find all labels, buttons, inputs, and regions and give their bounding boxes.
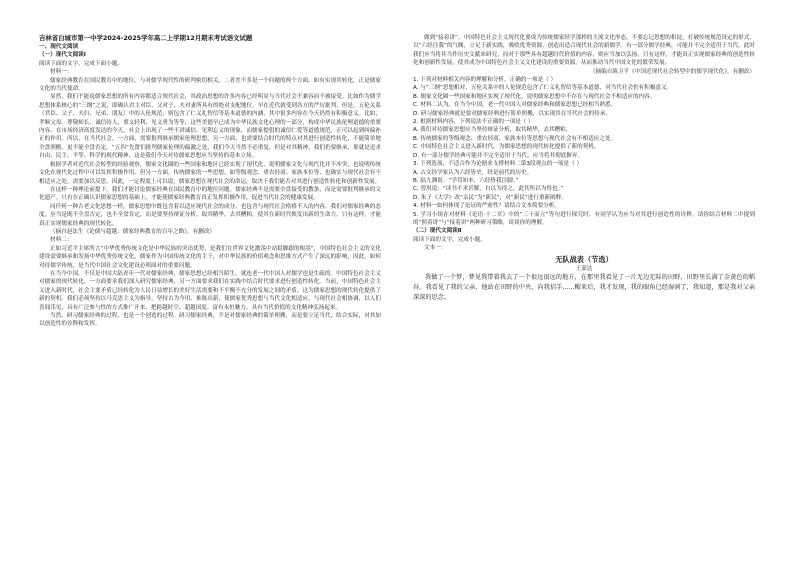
question: 4. 材料一如何体现了论证的严密性？请结合文本简要分析。 — [413, 203, 560, 210]
paragraph: 正如习近平主席所言“中华优秀传统文化是中华民族的突出优势，是我们在世界文化激荡中站稳脚跟的根基”，中国特色社会主义的文化建设需要继承和发扬中华优秀传统文化。儒家作为中国传统文化的主干，对中华民族的价值观念和思维方式产生了深远的影响，因此，如何对待儒学传统，是当代中国社会文化建设必须面对的重要问题。 — [39, 245, 381, 269]
section-heading: 一、现代文阅读 — [39, 44, 79, 50]
material-label: 材料一： — [50, 69, 73, 76]
option: C. 中国特色社会主义进入新时代，为儒家思想的现代转化提供了新的契机。 — [413, 144, 600, 151]
option: D. 研习儒家经典就是要对儒家经典进行简单照搬，以实现其在当代社会的传承。 — [413, 110, 612, 117]
text-label: 文本一： — [424, 245, 447, 252]
paragraph: 显然，我们不能说儒家思想的所有内容都适合现代社会，其政治思想的许多内容已经明显与当代社会不兼容而不被接受。比如作为儒学思想体系核心的“三纲”之说，即确认君主对臣、父对子、夫对妻所具有的绝对支配地位，早在近代就受到各方的严厉批判。但是，五伦关系（君臣、父子、夫妇、兄弟、朋友）中的人伦规范，则包含了仁义礼智信等基本道德的内涵，其中很多内容在今天仍然有积极意义。比如，孝顺父母、尊敬师长、诚信待人、重义轻利、见义勇为等等，这些美德早已成为中华民族文化心理的一部分，构成中华民族伦理道德的重要内容。在市场经济高度发达的今天，社会上出现了一些不讲诚信、见利忘义的现象，而儒家提倡的诚信仁爱等道德规范，正可以起到纠偏补正的作用。所以，在当代社会，一方面，需要批判继承儒家伦理思想，另一方面，也需要结合时代的特点对其进行创造性转化，不能简单地全盘照搬，更不能全盘否定。“五四”先贤们批判儒家伦理的偏激之处，我们今天当然不必重复，但是对其精神，我们仍要继承，那就是追求自由、民主、平等、科学的现代精神，这是我们今天对待儒家思想应当坚持的基本立场。 — [39, 94, 381, 160]
exam-title: 吉林省白城市第一中学2024-2025学年高二上学期12月期末考试语文试题 — [39, 34, 253, 42]
paragraph: 在当今中国，不仅是中国大陆青年一代对儒家经典，儒家思想已经相当陌生，就连老一代中国人对儒学也是生疏的。中国特色社会主义对儒家的现代转化，一方面要求我们深入研究儒家经典，另一方面要求我们在实践中结合时代要求进行创造性转化。当前，中国特色社会主义进入新时代，社会主要矛盾已经转化为人民日益增长的美好生活需要和不平衡不充分的发展之间的矛盾，这为儒家思想的现代转化提供了新的契机。我们必须坚持以马克思主义为指导，坚持古为今用、推陈出新，使儒家优秀思想与当代文化相适应、与现代社会相协调，以人们喜闻乐见、具有广泛参与性的方式推广开来，把跨越时空、超越国度、富有永恒魅力、具有当代价值的文化精神弘扬起来。 — [39, 270, 381, 311]
poem-title: 无队战表（节选） — [555, 254, 613, 264]
question: 3. 下列选项，不适合作为论据来支撑材料二第3段观点的一项是（ ） — [413, 161, 583, 168]
option: B. 儒家文化圈一些国家和地区实现了现代化，说明儒家思想中不存在与现代社会不相适应的内容。 — [413, 93, 656, 100]
right-column — [413, 34, 755, 554]
poem-paragraph: 我做了一个梦，梦见我带着我去了一个很远很远的地方，在那里我看见了一片无边无际的田野，田野里长满了金黄色的稻谷。我看见了我的父亲，他站在田野的中央，向我招手……醒来后，我才发现，我的眼角已经湿润了，我知道，那是我对父亲深深的思念。 — [413, 273, 755, 301]
option: B. 传统儒家的等级观念、重农轻商、家族本位等思想与现代社会有不相适应之处。 — [413, 135, 617, 142]
left-column — [39, 34, 381, 554]
part-heading: （二）现代文阅读Ⅱ — [413, 228, 462, 235]
option: D. 朱子《大学》改“亲民”为“新民”，对“新民”进行重新阐释。 — [413, 194, 567, 201]
instruction: 阅读下面的文字，完成小题。 — [413, 236, 486, 243]
paragraph: 儒家经典教育在国民教育中的地位，与对儒学现代性的研判密切相关，二者差不多是一个问题的两个方面。如有实现其转化，正是儒家文化的当代使命。 — [39, 77, 381, 93]
option: D. 有一部分儒学经典可能并不完全适用于当代，应当将其彻底摒弃。 — [413, 152, 584, 159]
paragraph: 在这样一种理论前提下，我们才能讨论儒家经典在国民教育中的地位问题。儒家经典不是需要全盘接受的教条，而是需要批判继承的文化遗产。只有在正确认识儒家思想的基础上，才能使儒家经典教育真正发挥积极作用，促进当代社会的健康发展。 — [39, 186, 381, 202]
option: A. 我们对待儒家思想应当坚持辩证分析，取其精华，去其糟粕。 — [413, 127, 572, 134]
paragraph: 同任何一种古老文化思想一样，儒家思想中既包含着以适应现代社会的成分，也包含与现代社会格格不入的内容。我们对儒家经典的态度，应当是既不全盘否定，也不全盘肯定，而是要坚持辩证分析，取其精华，去其糟粕，使其在新时代焕发出新的生命力。只有这样，才能真正实现儒家经典的现代转化。 — [39, 203, 381, 227]
option: A. 古文经学家认为六经皆史，经是前代的历史。 — [413, 169, 533, 176]
part-heading: （一）现代文阅读Ⅰ — [39, 52, 86, 59]
question: 1. 下列对材料相关内容的理解和分析，正确的一项是（ ） — [413, 77, 557, 84]
paragraph: 做到“接着讲”。中国特色社会主义现代化要成为传统儒家经学那样的主流文化形态，不要忘记思想的积淀，打破传统规范设定的形式，以“六经注我”的气魄，立足于新实践，吸收优秀资源，创造出适合现代社会的新儒学。有一部分儒学经典，可能并不完全适用于当代，此时我们应当将其当作历史文献来研究，而对于那些具有超越时代价值的内容，则应当加以弘扬。只有这样，才能真正实现儒家经典的创造性转化和创新性发展，使其成为中国特色社会主义文化建设的重要资源，从而推动当代中国文化的繁荣发展。 — [413, 35, 755, 67]
option: A. 与“三纲”思想相对，五伦关系中的人伦规范包含了仁义礼智信等基本道德，对当代社会仍有积极意义。 — [413, 85, 673, 92]
question: 2. 根据材料内容，下列说法不正确的一项是（ ） — [413, 119, 534, 126]
source-note: （摘自赵法生《论儒与超越：儒家经典教育的百年之路》，有删改） — [50, 228, 216, 235]
paragraph: 根据学者对近代社会转型的经验观察，儒家文化圈的一些国家和地区已经实现了现代化，说明儒家文化与现代化并不冲突，也说明传统文化在现代化过程中可以发挥积极作用。但另一方面，传统儒家的一些思想，如等级观念、重农轻商、家族本位等，也确实与现代社会有不相适应之处，需要加以反思。因此，一定程度上可以说，儒家思想在现代社会的命运，取决于我们能否对其进行创造性转化和创新性发展。 — [39, 161, 381, 185]
source-note: （摘编自陈卫平《中国近现代社会转型中的儒学现代化》，有删改） — [589, 68, 755, 75]
option: B. 陆九渊说：“学苟知本，六经皆我注脚。” — [413, 177, 519, 184]
option: C. 曾巩说：“读书不求甚解，自以为得之，此其所以为得也。” — [413, 186, 564, 193]
poem-author: 王蒙达 — [575, 265, 593, 272]
paragraph: 当然，研习儒家经典的过程，也是一个创造的过程。研习儒家经典，不是对儒家经典的简单照搬，而是要立足当代，结合实际，对其加以创造性的诠释和发挥。 — [39, 313, 381, 328]
question: 5. 学习小组在对材料《论语·十二章》中的“三十而立”等句进行探究时，有同学认为应当对其进行创造性的诠释。请你结合材料二中提到的“照着讲”与“接着讲”两种研习策略，谈谈你的理解。 — [413, 211, 755, 226]
option: C. 材料二认为，在当今中国，老一代中国人对儒家经典和儒家思想已经相当熟悉。 — [413, 102, 617, 109]
material-label: 材料二： — [50, 237, 73, 244]
instruction: 阅读下面的文字，完成下面小题。 — [39, 60, 123, 67]
